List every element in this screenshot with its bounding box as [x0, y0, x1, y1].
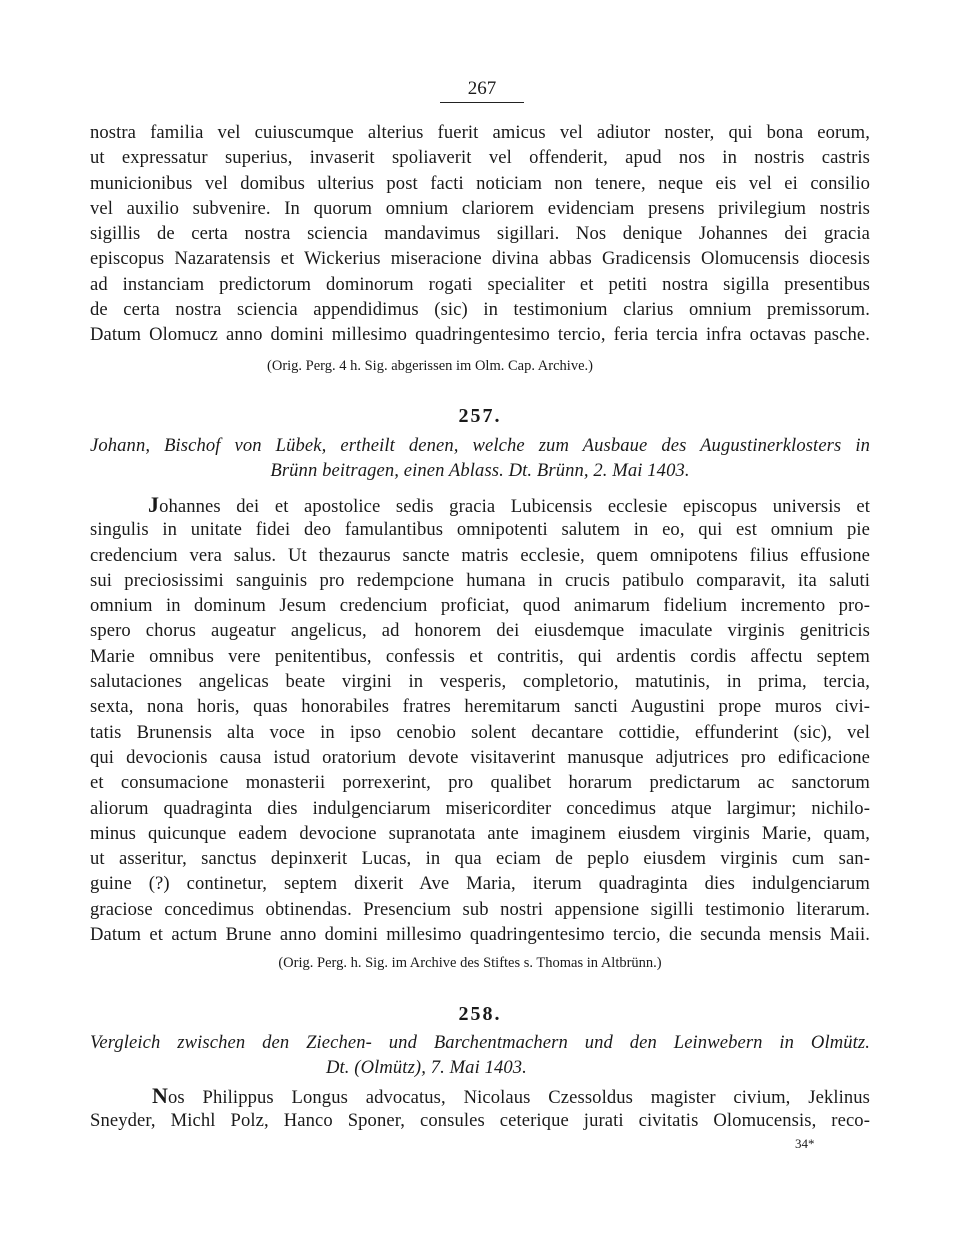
text-line: de certa nostra sciencia appendidimus (sic) in testimonium clarius omnium premissorum.	[90, 299, 870, 321]
document-number-257: 257.	[458, 405, 502, 427]
intro-paragraph	[90, 120, 870, 348]
text-line: sigillis de certa nostra sciencia mandavimus sigillari. Nos denique Johannes dei gracia	[90, 223, 870, 245]
text-line: qui devocionis causa istud oratorium devote visitaverint manusque adjutrices pro edificacione	[90, 746, 870, 768]
body-first-line	[90, 1083, 870, 1108]
title-line: Dt. (Olmütz), 7. Mai 1403.	[326, 1057, 527, 1079]
first-line-text: os Philippus Longus advocatus, Nicolaus Czessoldus magister civium, Jeklinus	[168, 1087, 870, 1108]
text-line: et consumacione monasterii porrexerint, pro qualibet horarum predictarum ac sanctorum	[90, 772, 870, 794]
text-line: Sneyder, Michl Polz, Hanco Sponer, consules ceterique jurati civitatis Olomucensis, reco-	[90, 1110, 870, 1132]
page-number: 267	[467, 78, 497, 99]
text-line: singulis in unitate fidei deo famulantibus omnipotenti salutem in eo, qui est omnium pie	[90, 519, 870, 541]
text-line: ad instanciam predictorum dominorum rogati specialiter et petiti nostra sigilla presentibus	[90, 273, 870, 295]
first-line-text: ohannes dei et apostolice sedis gracia Lubicensis ecclesie episcopus universis et	[159, 496, 870, 517]
title-line: Vergleich zwischen den Ziechen- und Barchentmachern und den Leinwebern in Olmütz.	[90, 1032, 870, 1053]
text-line: omnium in dominum Jesum credencium proficiat, quod animarum fidelium incremento pro-	[90, 595, 870, 617]
text-line: episcopus Nazaratensis et Wickerius miseracione divina abbas Gradicensis Olomucensis diocesis	[90, 248, 870, 270]
text-line: tatis Brunensis alta voce in ipso cenobio solent decantare cottidie, effunderint (sic), vel	[90, 721, 870, 743]
text-line: credencium vera salus. Ut thezaurus sancte matris ecclesie, quem omnipotens filius effusione	[90, 544, 870, 566]
text-line: ut expressatur superius, invaserit spoliaverit vel offenderit, apud nos in nostris castris	[90, 147, 870, 169]
signature-mark: 34*	[795, 1136, 815, 1151]
text-line: Datum Olomucz anno domini millesimo quadringentesimo tercio, feria tercia infra octavas pasche.	[90, 324, 870, 346]
initial-letter: J	[148, 492, 160, 517]
text-line: Marie omnibus vere penitentibus, confessis et contritis, qui ardentis cordis affectu septem	[90, 645, 870, 667]
initial-letter: N	[152, 1083, 168, 1108]
text-line: sui preciosissimi sanguinis pro redempcione humana in crucis patibulo comparavit, ita saluti	[90, 569, 870, 591]
text-line: minus quicunque eadem devocione supranotata ante imaginem eiusdem virginis Marie, quam,	[90, 822, 870, 844]
text-line: sexta, nona horis, quas honorabiles fratres heremitarum sancti Augustini prope muros civi-	[90, 696, 870, 718]
text-line: guine (?) continetur, septem dixerit Ave Maria, iterum quadraginta dies indulgenciarum	[90, 873, 870, 895]
text-line: aliorum quadraginta dies indulgenciarum misericorditer concedimus atque largimur; nichilo-	[90, 797, 870, 819]
source-note-257: (Orig. Perg. h. Sig. im Archive des Stiftes s. Thomas in Altbrünn.)	[278, 955, 662, 971]
text-line: municionibus vel domibus ulterius post facti noticiam non tenere, neque eis vel ei consilio	[90, 172, 870, 194]
document-body-257	[90, 492, 870, 947]
text-line: spero chorus augeatur angelicus, ad honorem dei eiusdemque imaculate virginis genitricis	[90, 620, 870, 642]
document-title-257	[90, 433, 870, 484]
document-title-258	[90, 1030, 870, 1081]
body-first-line	[90, 492, 870, 517]
text-line: ut asseritur, sanctus depinxerit Lucas, in qua eciam de peplo eiusdem virginis cum san-	[90, 848, 870, 870]
document-body-258	[90, 1083, 870, 1134]
title-line: Brünn beitragen, einen Ablass. Dt. Brünn, 2. Mai 1403.	[270, 460, 690, 482]
text-line: graciose concedimus obtinendas. Presencium sub nostri appensione sigilli testimonio literarum.	[90, 898, 870, 920]
text-line: salutaciones angelicas beate virgini in vesperis, completorio, matutinis, in prima, tercia,	[90, 671, 870, 693]
text-line: nostra familia vel cuiuscumque alterius fuerit amicus vel adiutor noster, qui bona eorum,	[90, 122, 870, 143]
text-line: vel auxilio subvenire. In quorum omnium clariorem evidenciam presens privilegium nostris	[90, 197, 870, 219]
title-line: Johann, Bischof von Lübek, ertheilt denen, welche zum Ausbaue des Augustinerklosters in	[90, 435, 870, 456]
page-number-rule	[440, 102, 524, 103]
document-number-258: 258.	[458, 1003, 502, 1025]
text-line: Datum et actum Brune anno domini millesimo quadringentesimo tercio, die secunda mensis Maii.	[90, 924, 870, 946]
intro-source-note: (Orig. Perg. 4 h. Sig. abgerissen im Olm. Cap. Archive.)	[267, 358, 593, 374]
